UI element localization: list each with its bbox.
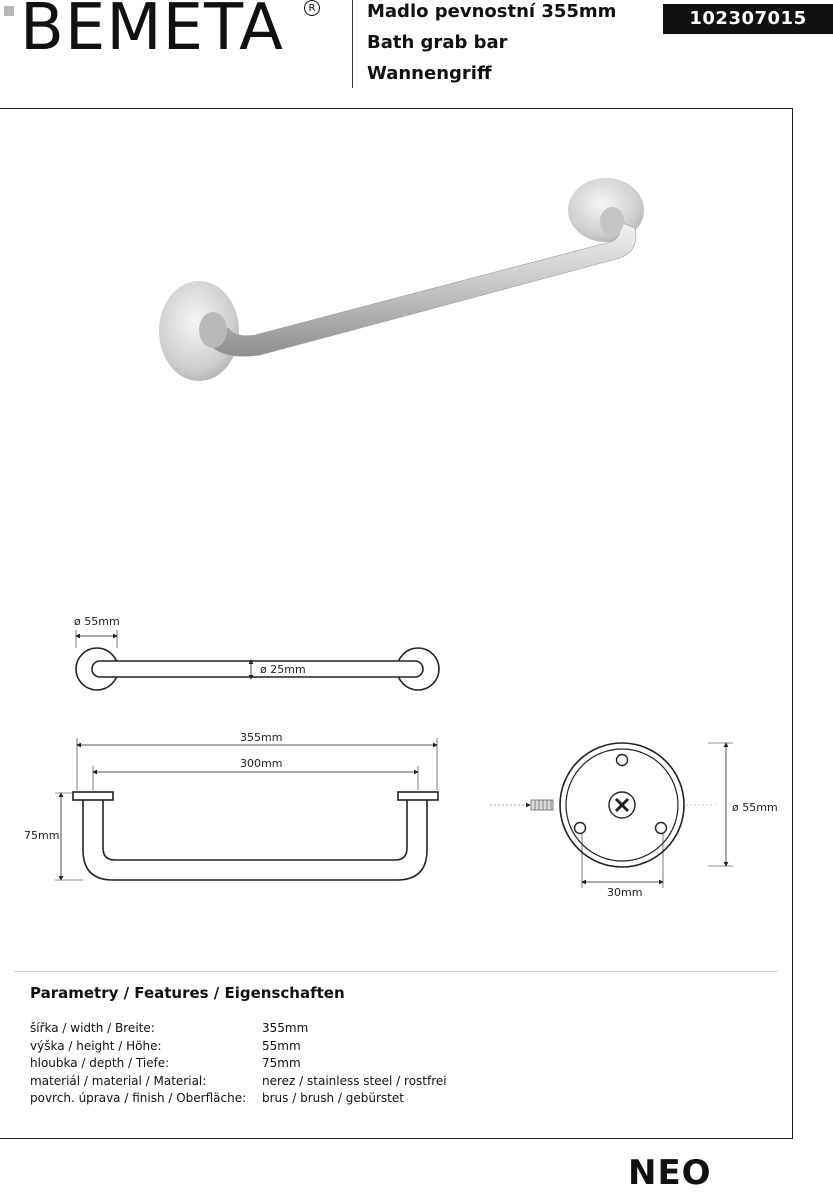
flange-screw-hole: [656, 823, 667, 834]
photo-grab-bar: [210, 222, 636, 356]
product-title-de: Wannengriff: [367, 63, 492, 84]
dim-flange-diameter-label: ø 55mm: [732, 801, 778, 814]
side-view-drawing: [73, 792, 438, 880]
flange-screw-hole: [617, 755, 628, 766]
dim-total-width-label: 355mm: [240, 731, 283, 744]
top-view-bar: [92, 661, 423, 677]
product-code-badge: 102307015: [663, 4, 833, 34]
side-view-flange-left: [73, 792, 113, 800]
section-divider: [14, 971, 778, 972]
dim-top-flange-label: ø 55mm: [74, 615, 120, 628]
spec-value: 55mm: [262, 1038, 301, 1053]
flange-view-drawing: [490, 743, 718, 867]
side-view-bar-inner: [103, 800, 407, 860]
dim-depth-label: 75mm: [24, 829, 60, 842]
spec-value: 75mm: [262, 1056, 301, 1070]
screw-cross-icon: [616, 799, 628, 811]
product-photo: [159, 178, 644, 381]
spec-value: brus / brush / gebürstet: [262, 1091, 404, 1105]
spec-label: šířka / width / Breite:: [30, 1021, 155, 1035]
spec-label: hloubka / depth / Tiefe:: [30, 1056, 170, 1070]
series-logo: NEO: [628, 1153, 712, 1193]
top-view-drawing: [76, 648, 439, 690]
dim-bar-diameter-label: ø 25mm: [260, 663, 306, 676]
brand-logo: BEMETA: [20, 0, 284, 65]
photo-post-left: [199, 312, 227, 348]
flange-screw-hole: [575, 823, 586, 834]
spec-value: nerez / stainless steel / rostfrei: [262, 1073, 447, 1088]
spec-value: 355mm: [262, 1021, 309, 1035]
spec-label: výška / height / Höhe:: [30, 1038, 162, 1053]
dim-hole-spacing-label: 30mm: [607, 886, 643, 899]
features-title: Parametry / Features / Eigenschaften: [30, 984, 345, 1002]
set-screw-icon: [531, 800, 553, 810]
spec-label: materiál / material / Material:: [30, 1073, 207, 1088]
registered-mark: R: [304, 0, 320, 16]
spec-label: povrch. úprava / finish / Oberfläche:: [30, 1091, 247, 1105]
side-view-flange-right: [398, 792, 438, 800]
dim-inner-width-label: 300mm: [240, 757, 283, 770]
photo-post-right: [600, 207, 624, 235]
side-view-bar-outer: [83, 800, 427, 880]
product-title-cz: Madlo pevnostní 355mm: [367, 1, 617, 22]
product-title-en: Bath grab bar: [367, 32, 508, 53]
